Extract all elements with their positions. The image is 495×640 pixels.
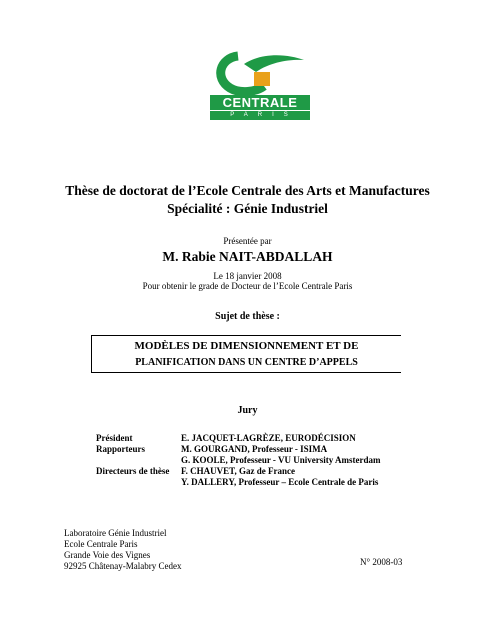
presented-label: Présentée par bbox=[223, 236, 272, 246]
centrale-paris-logo bbox=[200, 50, 310, 128]
jury-member: G. KOOLE, Professeur - VU University Amsterdam bbox=[181, 455, 381, 465]
subject-heading: Sujet de thèse : bbox=[215, 311, 280, 322]
jury-member: E. JACQUET-LAGRÈZE, EURODÉCISION bbox=[181, 433, 356, 443]
jury-member: M. GOURGAND, Professeur - ISIMA bbox=[181, 444, 328, 454]
subject-line-2: PLANIFICATION DANS UN CENTRE D’APPELS bbox=[135, 357, 358, 368]
author-name: M. Rabie NAIT-ABDALLAH bbox=[162, 249, 333, 264]
defense-date: Le 18 janvier 2008 bbox=[213, 271, 282, 281]
subject-line-1: MODÈLES DE DIMENSIONNEMENT ET DE bbox=[134, 340, 359, 352]
jury-member: Y. DALLERY, Professeur – Ecole Centrale de Paris bbox=[181, 477, 379, 487]
address-city: 92925 Châtenay-Malabry Cedex bbox=[64, 561, 182, 571]
specialty: Spécialité : Génie Industriel bbox=[167, 201, 328, 216]
logo-wordmark: CENTRALE bbox=[210, 95, 310, 110]
subject-box bbox=[91, 335, 401, 373]
thesis-title: Thèse de doctorat de l’Ecole Centrale des Arts et Manufactures bbox=[65, 183, 430, 198]
jury-role: Rapporteurs bbox=[96, 444, 145, 454]
jury-heading: Jury bbox=[237, 405, 258, 416]
jury-role: Président bbox=[96, 433, 133, 443]
logo-emblem-icon bbox=[200, 50, 310, 98]
jury-role: Directeurs de thèse bbox=[96, 466, 170, 476]
school-name: Ecole Centrale Paris bbox=[64, 539, 138, 549]
lab-name: Laboratoire Génie Industriel bbox=[64, 528, 167, 538]
logo-subline: PARIS bbox=[210, 111, 310, 120]
thesis-number: N° 2008-03 bbox=[360, 557, 403, 567]
jury-member: F. CHAUVET, Gaz de France bbox=[181, 466, 295, 476]
address-street: Grande Voie des Vignes bbox=[64, 550, 151, 560]
degree-purpose: Pour obtenir le grade de Docteur de l’Ecole Centrale Paris bbox=[142, 281, 353, 291]
